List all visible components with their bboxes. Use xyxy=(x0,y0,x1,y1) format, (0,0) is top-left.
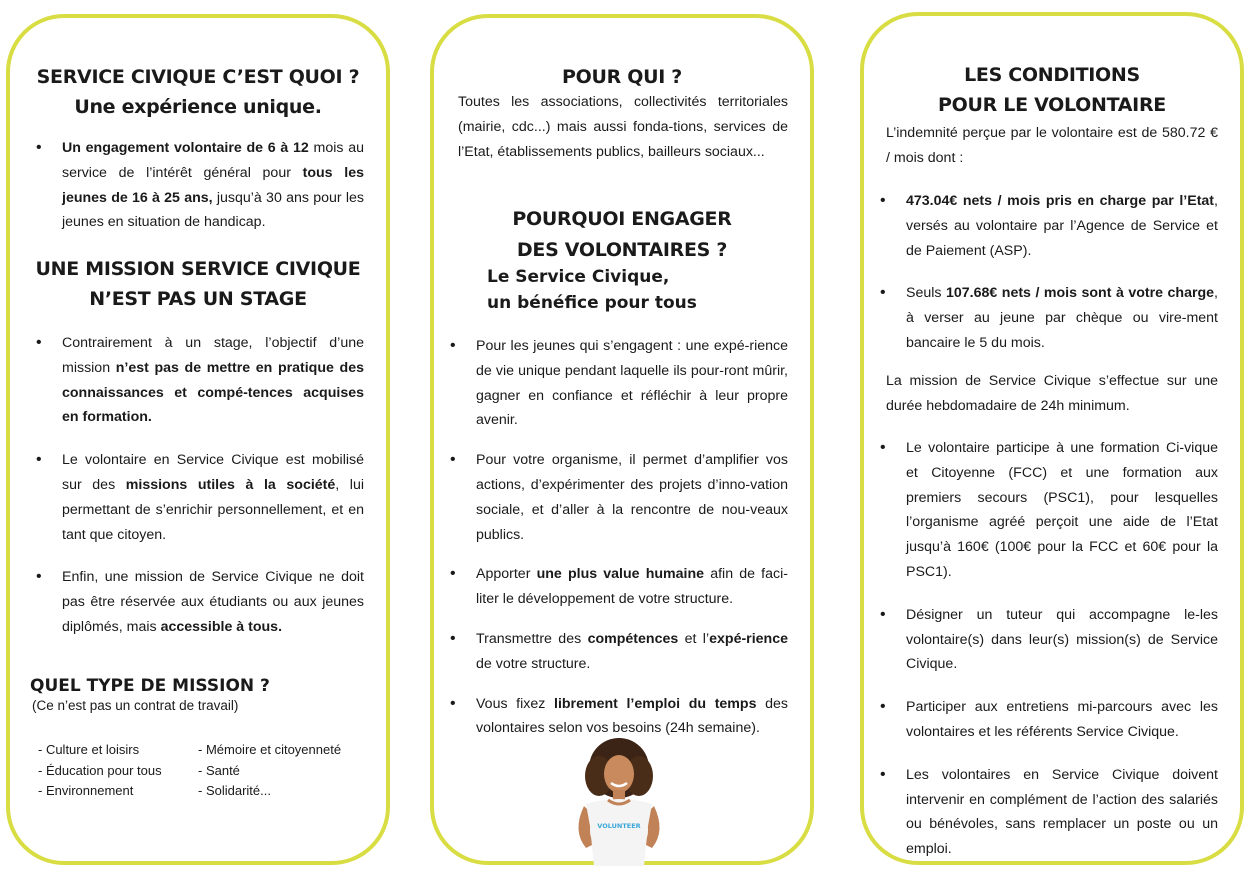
panel2-subtitle: POURQUOI ENGAGER DES VOLONTAIRES ? xyxy=(512,208,732,261)
list-item: • Enfin, une mission de Service Civique ne doit pas être réservée aux étudiants ou aux jeunes diplômés, mais accessible à tous. xyxy=(32,565,364,639)
mission-type-note: (Ce n’est pas un contrat de travail) xyxy=(32,698,239,713)
mission-type-item: - Santé xyxy=(198,762,240,778)
mission-type-title: QUEL TYPE DE MISSION ? xyxy=(30,676,270,696)
list-item: • Participer aux entretiens mi-parcours avec les volontaires et les référents Service Civique. xyxy=(876,695,1218,745)
panel1-subtitle: UNE MISSION SERVICE CIVIQUE N’EST PAS UN STAGE xyxy=(35,258,361,310)
list-item: • Le volontaire en Service Civique est mobilisé sur des missions utiles à la société, lui permettant de s’enrichir personnellement, et en tant que citoyen. xyxy=(32,448,364,547)
list-item: • Transmettre des compétences et l’expé-rience de votre structure. xyxy=(446,627,788,677)
list-item: • Désigner un tuteur qui accompagne le-les volontaire(s) dans leur(s) mission(s) de Service Civique. xyxy=(876,603,1218,677)
list-item: • Le volontaire participe à une formation Ci-vique et Citoyenne (FCC) et une formation aux premiers secours (PSC1), pour lesquelles l’organisme agréé perçoit une aide de l’Etat jusqu’à 160€ (100€ pour la FCC et 60€ pour la PSC1). xyxy=(876,436,1218,585)
list-item: • Seuls 107.68€ nets / mois sont à votre charge, à verser au jeune par chèque ou vire-ment bancaire le 5 du mois. xyxy=(876,281,1218,355)
shirt-text: VOLUNTEER xyxy=(597,822,641,830)
mission-type-item: - Mémoire et citoyenneté xyxy=(198,742,342,757)
panel2-list-benefits xyxy=(446,334,788,756)
list-item: • 473.04€ nets / mois pris en charge par l’Etat, versés au volontaire par l’Agence de Service et de Paiement (ASP). xyxy=(876,189,1218,263)
list-item: • Pour les jeunes qui s’engagent : une expé-rience de vie unique pendant laquelle ils pour-ront mûrir, gagner en confiance et réfléchir à leur propre avenir. xyxy=(446,334,788,433)
mission-type-item: - Environnement xyxy=(38,783,134,798)
panel3-title: LES CONDITIONS POUR LE VOLONTAIRE xyxy=(938,64,1166,116)
panel-service-civique xyxy=(6,14,390,865)
panel1-list-stage xyxy=(32,331,364,658)
mission-types-list xyxy=(38,740,368,802)
panel3-intro: L’indemnité perçue par le volontaire est de 580.72 € / mois dont : xyxy=(886,125,1218,166)
panel2-tagline: Le Service Civique, un bénéfice pour tous xyxy=(487,267,697,313)
panel2-intro: Toutes les associations, collectivités territoriales (mairie, cdc...) mais aussi fonda-tions, services de l’Etat, établissements publics, bailleurs sociaux... xyxy=(458,94,788,160)
list-item: • Contrairement à un stage, l’objectif d’une mission n’est pas de mettre en pratique des connaissances et compé-tences acquises en formation. xyxy=(32,331,364,430)
panel2-title: POUR QUI ? xyxy=(561,66,683,88)
panel1-list-intro xyxy=(32,136,364,235)
list-item: • Les volontaires en Service Civique doivent intervenir en complément de l’action des salariés ou bénévoles, sans remplacer un poste ou un emploi. xyxy=(876,763,1218,862)
list-item: • Pour votre organisme, il permet d’amplifier vos actions, d’expérimenter des projets d’inno-vation sociale, et d’aller à la rencontre de nou-veaux publics. xyxy=(446,448,788,547)
mission-type-item: - Solidarité... xyxy=(198,783,271,798)
panel3-duration: La mission de Service Civique s’effectue sur une durée hebdomadaire de 24h minimum. xyxy=(886,373,1218,414)
list-item: • Vous fixez librement l’emploi du temps des volontaires selon vos besoins (24h semaine). xyxy=(446,692,788,742)
mission-type-item: - Culture et loisirs xyxy=(38,742,140,757)
panel3-list-obligations xyxy=(876,436,1218,880)
volunteer-illustration xyxy=(564,736,674,866)
panel3-list-indemnity xyxy=(876,189,1218,374)
list-item: • Apporter une plus value humaine afin de faci-liter le développement de votre structure. xyxy=(446,562,788,612)
panel1-title: SERVICE CIVIQUE C’EST QUOI ? Une expérience unique. xyxy=(36,66,360,118)
panel-pour-qui xyxy=(430,14,814,865)
list-item: • Un engagement volontaire de 6 à 12 mois au service de l’intérêt général pour tous les jeunes de 16 à 25 ans, jusqu’à 30 ans pour les jeunes en situation de handicap. xyxy=(32,136,364,235)
panel-conditions xyxy=(860,12,1244,865)
mission-type-item: - Éducation pour tous xyxy=(38,762,162,778)
